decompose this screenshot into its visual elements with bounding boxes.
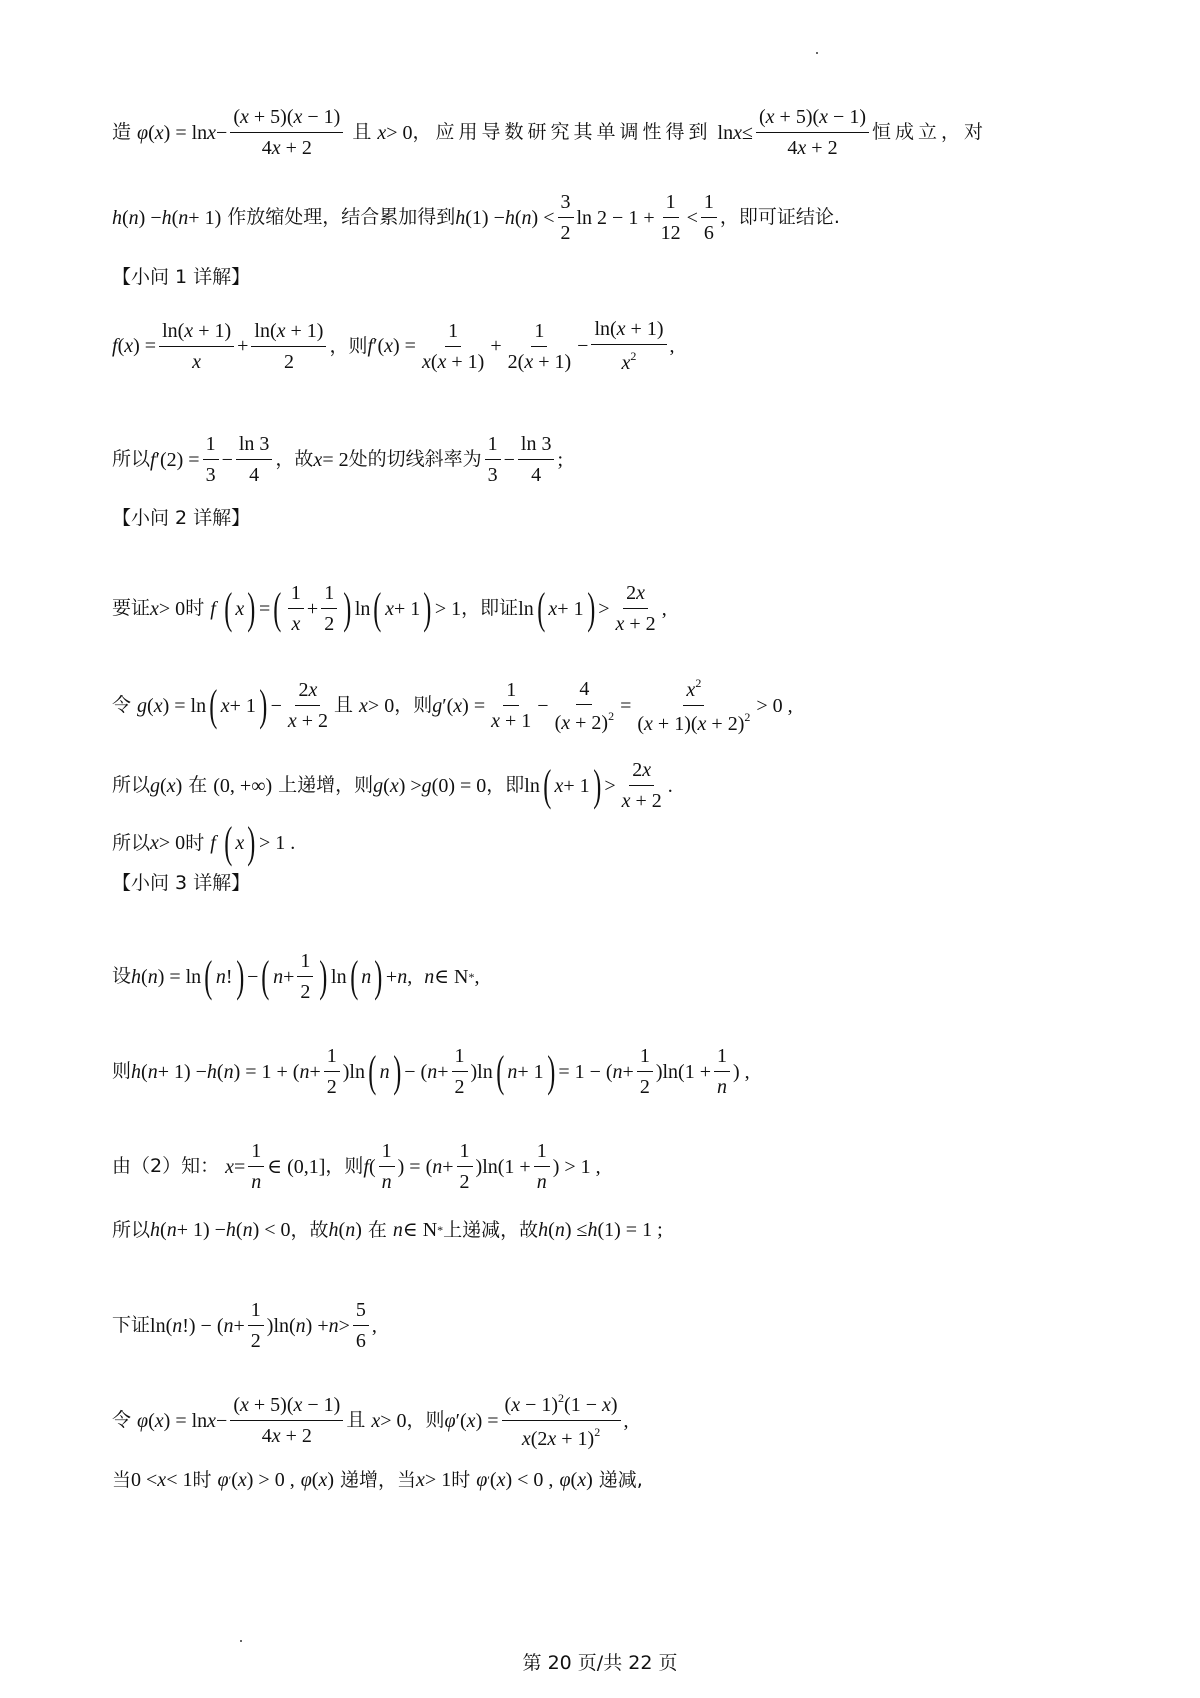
section-heading-2: [112, 509, 1110, 528]
heading-text: 【小问 3 详解】: [112, 872, 251, 894]
text-run: ，则: [406, 1409, 445, 1431]
text-run: 所以: [112, 831, 151, 854]
text-run: ，即: [486, 774, 525, 796]
text-line-18: 当 0 < x < 1 时 φ ′ ( x ) > 0 , φ ( x ) 递增，当 x > 1 时 φ ′ ( x ) < 0 , φ ( x ) 递减,: [112, 1468, 643, 1491]
text-run: 要证: [112, 597, 151, 619]
scan-dot: [816, 52, 818, 54]
text-run: 时: [185, 831, 205, 854]
text-run: 时: [451, 1468, 471, 1491]
text-run: ，故: [275, 448, 314, 470]
text-run: 恒成立，对: [872, 121, 988, 143]
text-run: ，即可证结论.: [719, 206, 840, 228]
text-run: 在: [188, 774, 208, 796]
text-line-14: 由（2）知： x = $\frac{1}{n}$ ∈ (0,1] ，则 f ( $\frac{1}{n}$ ) = ( n + $\frac{1}{2}$ )ln(1 + $\frac{1}{n}$ ) > 1 ,: [112, 1140, 601, 1193]
text-run: 时: [192, 1468, 212, 1491]
text-run: 在: [367, 1218, 387, 1241]
text-run: 且: [352, 121, 372, 143]
scan-dot: [240, 1640, 242, 1642]
text-run: 所以: [112, 1218, 151, 1241]
text-line-1: 造 φ ( x ) = ln x − $\frac{(x + 5)(x - 1)}{4x + 2}$ 且 x > 0 ，应用导数研究其单调性得到 ln x ≤ $\frac{(x + 5)(x - 1)}{4x + 2}$ 恒成立，对: [112, 106, 988, 159]
text-line-10: 所以 x > 0 时 f ( x ) > 1 .: [112, 818, 296, 867]
text-line-13: 则 h ( n + 1) − h ( n ) = 1 + ( n + $\frac{1}{2}$ )ln ( n ) − ( n + $\frac{1}{2}$ )ln ( n + 1 ) = 1 − ( n + $\frac{1}{2}$ )ln(1 + $\frac{1}{n}$ ) ,: [112, 1045, 750, 1098]
text-run: 递增，当: [340, 1468, 417, 1491]
page-footer: 第 20 页/共 22 页: [522, 1652, 678, 1674]
text-run: 作放缩处理，结合累加得到: [227, 206, 456, 228]
heading-text: 【小问 2 详解】: [112, 507, 251, 529]
text-run: 上递减，故: [443, 1218, 539, 1241]
text-line-7: 要证 x > 0 时 f ( x ) = ( $\frac{1}{x}$ + $\frac{1}{2}$ ) ln ( x + 1 ) > 1 ，即证 ln ( x + 1 ) > $\frac{2x}{x + 2}$ ,: [112, 582, 667, 635]
text-line-2: h ( n ) − h ( n + 1) 作放缩处理，结合累加得到 h (1) − h ( n ) < $\frac{3}{2}$ ln 2 − 1 + $\frac{1}{12}$ < $\frac{1}{6}$ ，即可证结论.: [112, 191, 840, 244]
text-line-4: f ( x ) = $\frac{\ln(x + 1)}{x}$ + $\frac{\ln(x + 1)}{2}$ ，则 f ′( x ) = $\frac{1}{x(x + 1)}$ + $\frac{1}{2(x + 1)}$ − $\frac{\ln(x + 1)}{x^2}$ ,: [112, 318, 675, 374]
heading-text: 【小问 1 详解】: [112, 266, 251, 288]
section-heading-1: [112, 268, 1110, 287]
fraction: $\frac{(x + 5)(x - 1)}{4x + 2}$: [230, 107, 343, 158]
text-run: ，故: [290, 1218, 329, 1241]
text-line-9: 所以 g ( x ) 在 (0, +∞) 上递增，则 g ( x ) > g (0) = 0 ，即 ln ( x + 1 ) > $\frac{2x}{x + 2}$ .: [112, 759, 673, 812]
section-heading-3: [112, 874, 1110, 893]
text-run: 处的切线斜率为: [348, 448, 482, 470]
text-run: 所以: [112, 774, 151, 796]
text-run: 下证: [112, 1314, 151, 1336]
text-run: 造: [112, 121, 132, 143]
text-run: ，即证: [461, 597, 519, 619]
text-run: 令: [112, 694, 132, 716]
text-run: 由（2）知：: [112, 1155, 220, 1177]
text-run: 且: [346, 1409, 366, 1431]
text-run: ，应用导数研究其单调性得到: [412, 121, 712, 143]
text-run: 当: [112, 1468, 132, 1491]
text-line-17: 令 φ ( x ) = ln x − $\frac{(x + 5)(x - 1)}{4x + 2}$ 且 x > 0 ，则 φ ′( x ) = $\frac{(x - 1)^2(1 - x)}{x(2x + 1)^2}$ ,: [112, 1391, 629, 1450]
text-line-5: 所以 f ′(2) = $\frac{1}{3}$ − $\frac{\ln 3}{4}$ ，故 x = 2 处的切线斜率为 $\frac{1}{3}$ − $\frac{\ln 3}{4}$ ;: [112, 433, 564, 486]
text-line-15: 所以 h ( n + 1) − h ( n ) < 0 ，故 h ( n ) 在 n ∈ N * 上递减，故 h ( n ) ≤ h (1) = 1 ;: [112, 1218, 663, 1241]
text-run: ，则: [394, 694, 433, 716]
text-run: 且: [334, 694, 354, 716]
text-line-16: 下证 ln( n !) − ( n + $\frac{1}{2}$ )ln( n ) + n > $\frac{5}{6}$ ,: [112, 1299, 377, 1352]
fraction: $\frac{(x + 5)(x - 1)}{4x + 2}$: [756, 107, 869, 158]
text-run: ，则: [329, 334, 368, 357]
text-run: 设: [112, 965, 132, 987]
text-line-12: 设 h ( n ) = ln ( n ! ) − ( n + $\frac{1}{2}$ ) ln ( n ) + n , n ∈ N * ,: [112, 950, 480, 1003]
text-run: 上递增，则: [278, 774, 374, 796]
text-line-8: 令 g ( x ) = ln ( x + 1 ) − $\frac{2x}{x + 2}$ 且 x > 0 ，则 g ′( x ) = $\frac{1}{x + 1}$ − $\frac{4}{(x + 2)^2}$ = $\frac{x^2}{(x + 1)(x + 2)^2}$ > 0 ,: [112, 676, 793, 735]
text-run: 则: [112, 1060, 132, 1082]
text-run: 令: [112, 1409, 132, 1431]
text-run: ，则: [325, 1155, 364, 1177]
text-run: 时: [185, 597, 205, 619]
text-run: 递减,: [598, 1468, 643, 1491]
text-run: 所以: [112, 448, 151, 470]
